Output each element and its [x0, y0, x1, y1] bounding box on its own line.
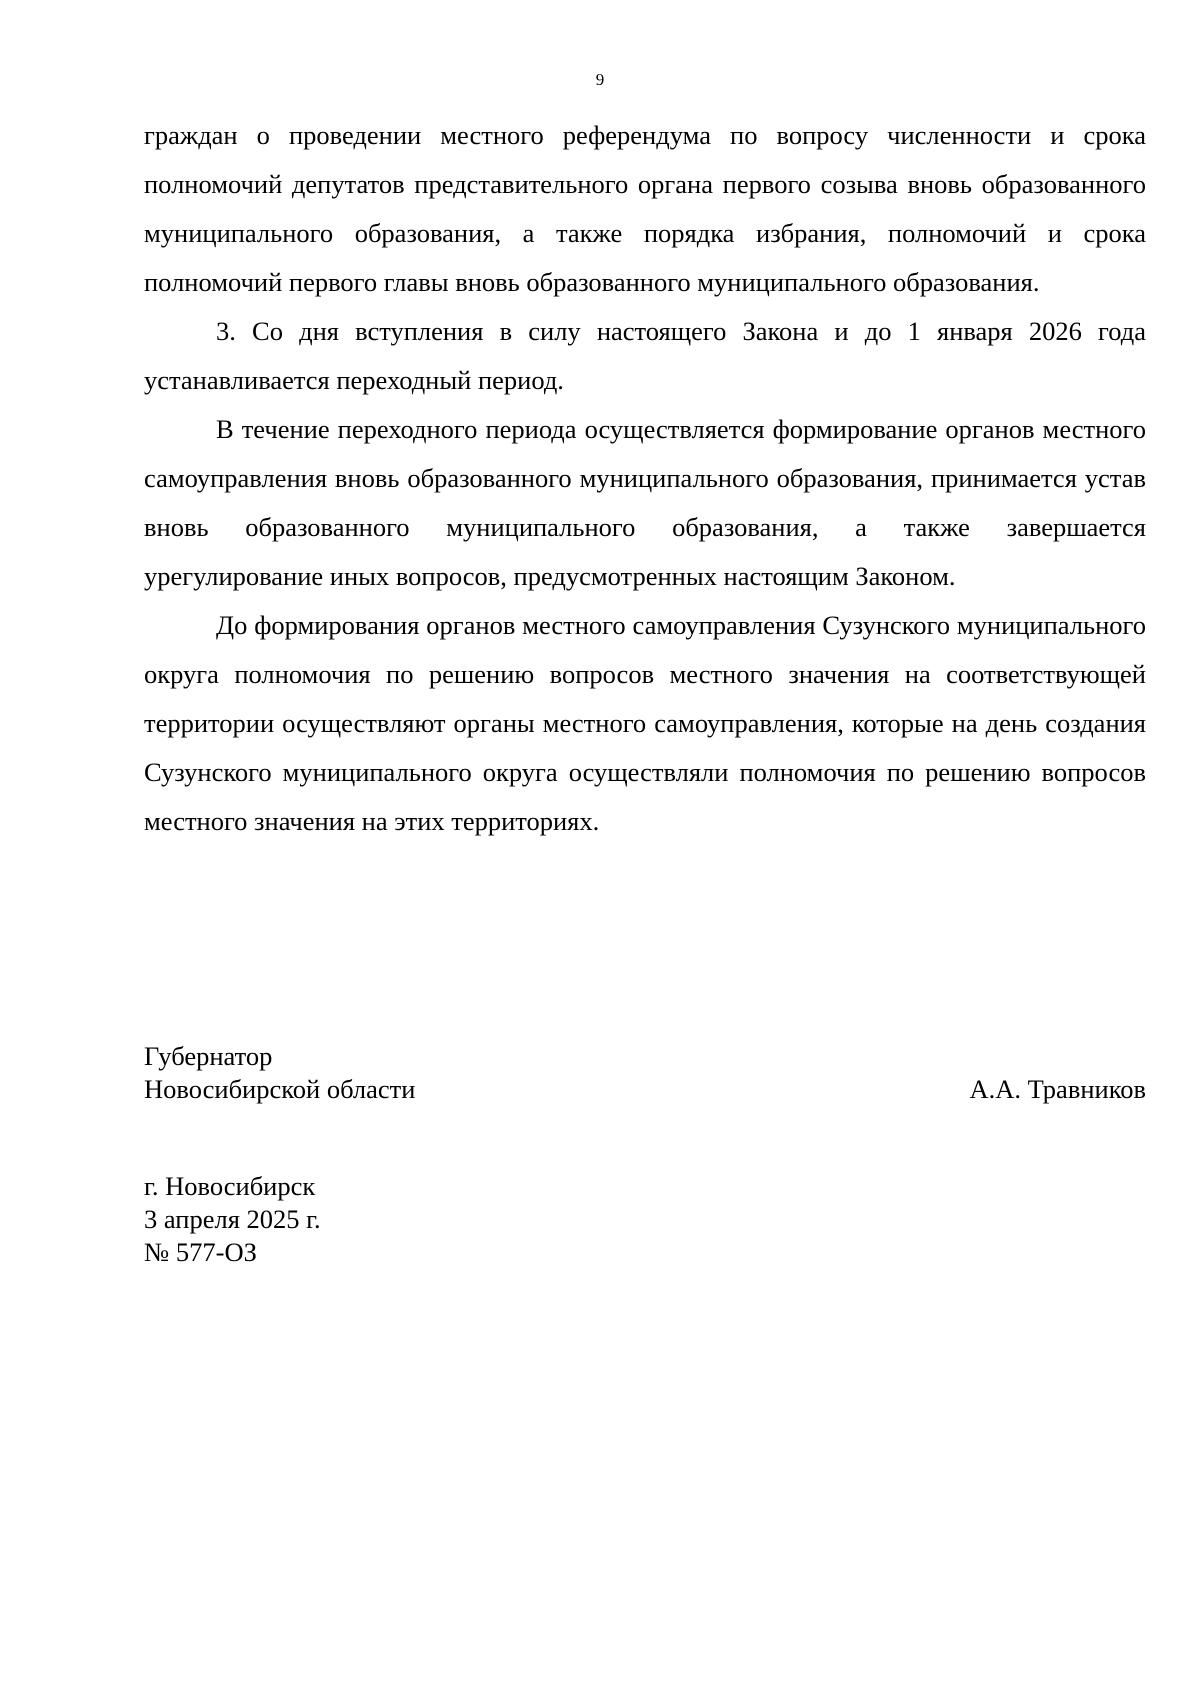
paragraph-formation: В течение переходного периода осуществляется формирование органов местного самоуправления вновь образованного муниципального образования, принимается устав вновь образованного муниципального образования, а также завершается урегулирование иных вопросов, предусмотренных настоящим Законом. [144, 414, 1146, 591]
document-number: № 577-ОЗ [144, 1237, 257, 1267]
paragraph-continuation: граждан о проведении местного референдума по вопросу численности и срока полномочий депутатов представительного органа первого созыва вновь образованного муниципального образования, а также порядка избрания, полномочий и срока полномочий первого главы вновь образованного муниципального образования. [144, 120, 1146, 297]
signatory-title-line1: Губернатор [144, 1041, 273, 1071]
signatory-title [144, 1040, 415, 1106]
document-body [144, 111, 1146, 846]
signatory-title-line2: Новосибирской области [144, 1074, 416, 1104]
page-number: 9 [595, 70, 605, 89]
city: г. Новосибирск [144, 1171, 316, 1201]
date: 3 апреля 2025 г. [144, 1204, 321, 1234]
signatory-name: А.А. Травников [969, 1074, 1146, 1104]
signature-block [144, 1040, 1146, 1106]
place-date-block [144, 1170, 321, 1269]
paragraph-authority: До формирования органов местного самоуправления Сузунского муниципального округа полномочия по решению вопросов местного значения на соответствующей территории осуществляют органы местного самоуправления, которые на день создания Сузунского муниципального округа осуществляли полномочия по решению вопросов местного значения на этих территориях. [144, 610, 1146, 836]
paragraph-transition-period: 3. Со дня вступления в силу настоящего Закона и до 1 января 2026 года устанавливается переходный период. [144, 316, 1146, 395]
